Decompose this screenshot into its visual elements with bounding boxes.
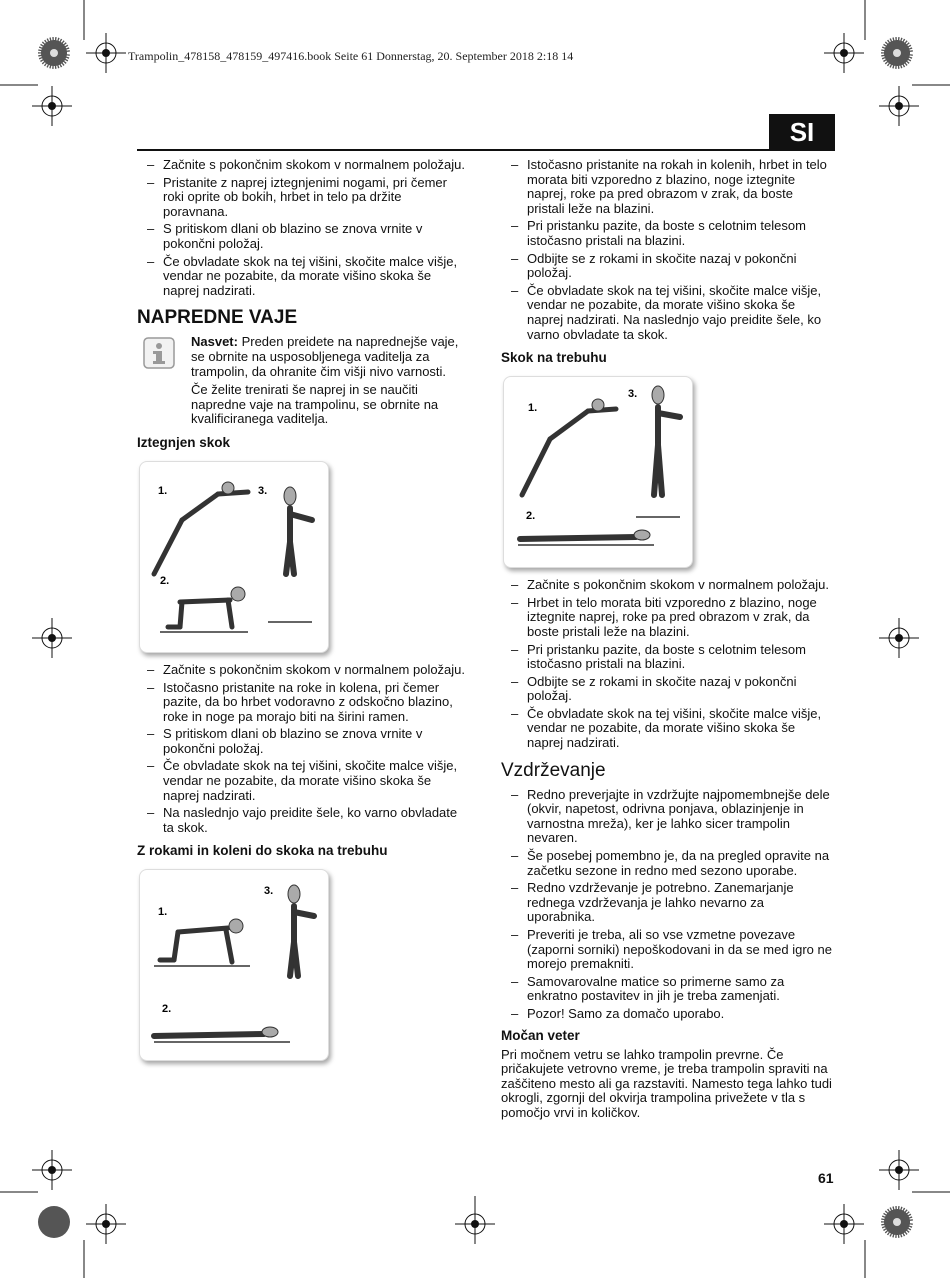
- tip-box: [137, 335, 469, 427]
- tip-label: Nasvet:: [191, 334, 238, 350]
- print-slug: Trampolin_478158_478159_497416.book Seite 61 Donnerstag, 20. September 2018 2:18 14: [128, 49, 574, 63]
- section-title-hands-knees: Z rokami in koleni do skoka na trebuhu: [137, 843, 388, 859]
- step-label: 2.: [162, 1003, 172, 1016]
- list-item: – Če obvladate skok na tej višini, skočite malce višje, vendar ne pozabite, da morate višino skoka še naprej nadzirati.: [501, 707, 833, 751]
- section-title-strong-wind: Močan veter: [501, 1027, 580, 1043]
- list-item: – Če obvladate skok na tej višini, skočite malce višje, vendar ne pozabite, da morate višino skoka še naprej nadzirati. Na naslednjo vajo preidite šele, ko varno obvladate ta skok.: [501, 284, 833, 342]
- list-item: – S pritiskom dlani ob blazino se znova vrnite v pokončni položaj.: [137, 727, 469, 756]
- tip-paragraph-2: Če želite trenirati še naprej in se naučiti napredne vaje na trampolinu, se obrnite na kvalificiranega vaditelja.: [191, 382, 439, 427]
- list-item: – Še posebej pomembno je, da na pregled opravite na začetku sezone in redno med sezono uporabe.: [501, 849, 833, 878]
- standing-figure: [286, 508, 312, 574]
- list-item: – Če obvladate skok na tej višini, skočite malce višje, vendar ne pozabite, da morate višino skoka še naprej nadzirati.: [137, 759, 469, 803]
- list-item: – Začnite s pokončnim skokom v normalnem položaju.: [501, 578, 833, 593]
- tip-text: Preden preidete na naprednejše vaje, se obrnite na usposobljenega vaditelja za trampolin, da ohranite čim višji nivo varnosti.: [191, 334, 459, 379]
- standing-figure: [290, 906, 314, 976]
- section-title-belly-jump: Skok na trebuhu: [501, 350, 607, 366]
- left-column: [137, 158, 469, 1071]
- lying-figure: [154, 1034, 264, 1036]
- list-item: – Pristanite z naprej iztegnjenimi nogami, pri čemer roki oprite ob bokih, hrbet in telo pa držite poravnana.: [137, 176, 469, 220]
- list-item: – Če obvladate skok na tej višini, skočite malce višje, vendar ne pozabite, da morate višino skoka še naprej nadzirati.: [137, 255, 469, 299]
- list-item: – Istočasno pristanite na roke in kolena, pri čemer pazite, da bo hrbet vodoravno z odskočno blazino, roke in noge pa morajo biti na širini ramen.: [137, 681, 469, 725]
- info-icon: [143, 337, 175, 369]
- kneeling-figure: [160, 928, 232, 962]
- list-item: – Odbijte se z rokami in skočite nazaj v pokončni položaj.: [501, 252, 833, 281]
- tip-paragraph: [191, 335, 469, 379]
- list-item: – Istočasno pristanite na rokah in kolenih, hrbet in telo morata biti vzporedno z blazino, noge iztegnite naprej, roke pa pred obrazom v zrak, da boste pristali leže na blazini.: [501, 158, 833, 216]
- kneeling-figure: [168, 600, 232, 627]
- list-item: – Pri pristanku pazite, da boste s celotnim telesom istočasno pristali na blazini.: [501, 643, 833, 672]
- list-item: – Preveriti je treba, ali so vse vzmetne povezave (zaporni sorniki) nepoškodovani in da se med igro ne morejo premakniti.: [501, 928, 833, 972]
- illustration-hands-knees: [139, 869, 329, 1061]
- standing-figure: [654, 407, 680, 495]
- language-tag: SI: [769, 114, 835, 151]
- diving-figure: [154, 492, 248, 574]
- list-item: – Redno preverjajte in vzdržujte najpomembnejše dele (okvir, napetost, odrivna ponjava, oblazinjenje in varnostna mreža), ker je lahko sicer trampolin nevaren.: [501, 788, 833, 846]
- list-hands-knees-continued: [501, 158, 833, 342]
- step-label: 3.: [258, 484, 268, 497]
- list-stretched-jump: [137, 663, 469, 836]
- step-label: 2.: [160, 574, 170, 587]
- illustration-belly-jump: [503, 376, 693, 568]
- list-item: – Na naslednjo vajo preidite šele, ko varno obvladate ta skok.: [137, 806, 469, 835]
- step-label: 2.: [526, 510, 536, 523]
- section-title-stretched-jump: Iztegnjen skok: [137, 434, 231, 450]
- list-item: – Hrbet in telo morata biti vzporedno z blazino, noge iztegnite naprej, roke pa pred obrazom v zrak, da boste pristali leže na blazini.: [501, 596, 833, 640]
- list-item: – Začnite s pokončnim skokom v normalnem položaju.: [137, 158, 469, 173]
- step-label: 1.: [158, 484, 168, 497]
- illustration-stretched-jump: [139, 461, 329, 653]
- advanced-heading: NAPREDNE VAJE: [137, 307, 298, 329]
- step-label: 3.: [628, 388, 638, 401]
- list-item: – Pri pristanku pazite, da boste s celotnim telesom istočasno pristali na blazini.: [501, 219, 833, 248]
- list-belly-jump: [501, 578, 833, 751]
- list-item: – Odbijte se z rokami in skočite nazaj v pokončni položaj.: [501, 675, 833, 704]
- list-item: – Samovarovalne matice so primerne samo za enkratno postavitev in jih je treba zamenjati.: [501, 975, 833, 1004]
- page-number: 61: [818, 1170, 834, 1186]
- step-label: 3.: [264, 885, 274, 898]
- list-item: – S pritiskom dlani ob blazino se znova vrnite v pokončni položaj.: [137, 222, 469, 251]
- maintenance-heading: Vzdrževanje: [501, 759, 606, 781]
- step-label: 1.: [158, 906, 168, 919]
- diving-figure: [522, 409, 616, 495]
- right-column: [501, 158, 833, 1121]
- list-maintenance: [501, 788, 833, 1022]
- strong-wind-paragraph: Pri močnem vetru se lahko trampolin prevrne. Če pričakujete vetrovno vreme, je treba trampolin spraviti na zaščiteno mesto ali ga razstaviti. Namesto tega lahko tudi okrogli, zgornji del okvirja trampolina privežete v tla s pomočjo vrvi in količkov.: [501, 1046, 832, 1120]
- step-label: 1.: [528, 402, 538, 415]
- list-item: – Začnite s pokončnim skokom v normalnem položaju.: [137, 663, 469, 678]
- list-basic-jump: [137, 158, 469, 298]
- header-rule: [137, 149, 769, 151]
- list-item: – Pozor! Samo za domačo uporabo.: [501, 1007, 833, 1022]
- list-item: – Redno vzdrževanje je potrebno. Zanemarjanje rednega vzdrževanja je lahko nevarno za uporabnika.: [501, 881, 833, 925]
- lying-figure: [520, 537, 636, 539]
